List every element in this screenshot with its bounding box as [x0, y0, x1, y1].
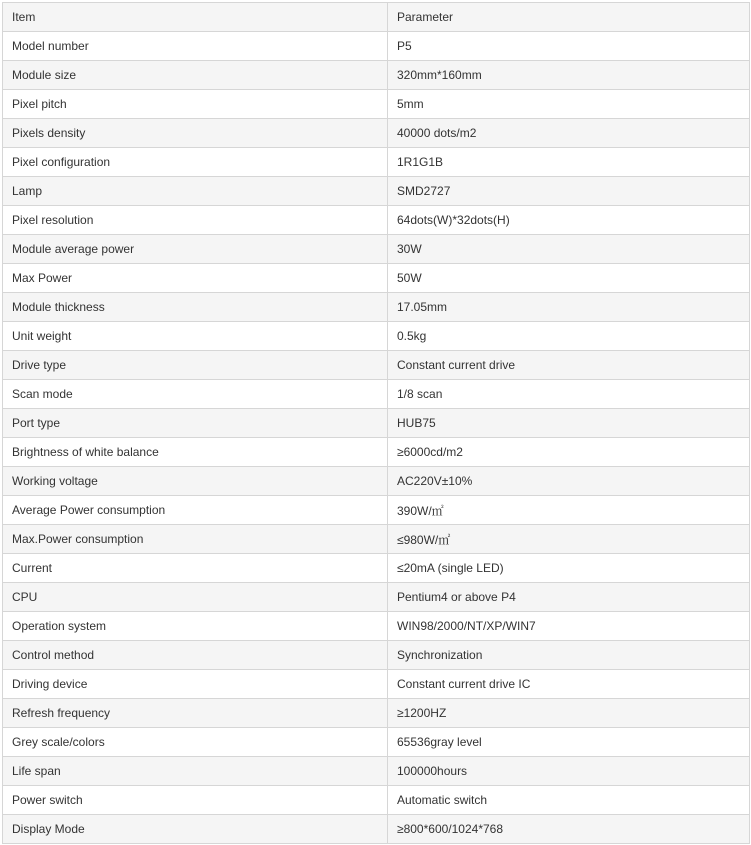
- table-row: [3, 3, 750, 32]
- parameter-cell: P5: [388, 32, 750, 61]
- item-cell: Pixel configuration: [3, 148, 388, 177]
- item-cell: Pixel resolution: [3, 206, 388, 235]
- parameter-cell: 65536gray level: [388, 728, 750, 757]
- item-cell: Module average power: [3, 235, 388, 264]
- item-cell: Display Mode: [3, 815, 388, 844]
- parameter-cell: 40000 dots/m2: [388, 119, 750, 148]
- item-cell: Power switch: [3, 786, 388, 815]
- table-row: [3, 670, 750, 699]
- item-cell: Driving device: [3, 670, 388, 699]
- item-cell: Module thickness: [3, 293, 388, 322]
- parameter-cell: SMD2727: [388, 177, 750, 206]
- parameter-cell: 320mm*160mm: [388, 61, 750, 90]
- table-row: [3, 438, 750, 467]
- parameter-cell: Pentium4 or above P4: [388, 583, 750, 612]
- spec-table: [2, 2, 750, 844]
- table-row: [3, 32, 750, 61]
- parameter-cell: 1/8 scan: [388, 380, 750, 409]
- parameter-cell: 17.05mm: [388, 293, 750, 322]
- parameter-cell: Constant current drive IC: [388, 670, 750, 699]
- parameter-cell: HUB75: [388, 409, 750, 438]
- item-cell: Max Power: [3, 264, 388, 293]
- parameter-cell: Automatic switch: [388, 786, 750, 815]
- item-cell: Life span: [3, 757, 388, 786]
- parameter-cell: 390W/㎡: [388, 496, 750, 525]
- table-row: [3, 583, 750, 612]
- table-row: [3, 699, 750, 728]
- parameter-cell: ≤20mA (single LED): [388, 554, 750, 583]
- item-cell: Drive type: [3, 351, 388, 380]
- parameter-cell: 0.5kg: [388, 322, 750, 351]
- parameter-cell: 100000hours: [388, 757, 750, 786]
- item-cell: Control method: [3, 641, 388, 670]
- table-row: [3, 496, 750, 525]
- table-row: [3, 206, 750, 235]
- table-row: [3, 322, 750, 351]
- table-row: [3, 235, 750, 264]
- parameter-cell: 50W: [388, 264, 750, 293]
- item-cell: Grey scale/colors: [3, 728, 388, 757]
- parameter-cell: 30W: [388, 235, 750, 264]
- parameter-cell: WIN98/2000/NT/XP/WIN7: [388, 612, 750, 641]
- item-cell: Pixels density: [3, 119, 388, 148]
- table-row: [3, 90, 750, 119]
- table-row: [3, 815, 750, 844]
- parameter-cell: ≥1200HZ: [388, 699, 750, 728]
- table-row: [3, 177, 750, 206]
- parameter-cell: AC220V±10%: [388, 467, 750, 496]
- table-row: [3, 119, 750, 148]
- parameter-cell: ≤980W/㎡: [388, 525, 750, 554]
- item-cell: Scan mode: [3, 380, 388, 409]
- parameter-cell: 64dots(W)*32dots(H): [388, 206, 750, 235]
- item-cell: Current: [3, 554, 388, 583]
- table-row: [3, 148, 750, 177]
- item-cell: Operation system: [3, 612, 388, 641]
- table-row: [3, 757, 750, 786]
- table-row: [3, 728, 750, 757]
- parameter-cell: 5mm: [388, 90, 750, 119]
- item-cell: Unit weight: [3, 322, 388, 351]
- parameter-cell: Synchronization: [388, 641, 750, 670]
- item-cell: Brightness of white balance: [3, 438, 388, 467]
- table-row: [3, 786, 750, 815]
- item-cell: Model number: [3, 32, 388, 61]
- parameter-cell: ≥800*600/1024*768: [388, 815, 750, 844]
- item-cell: Module size: [3, 61, 388, 90]
- table-row: [3, 351, 750, 380]
- table-row: [3, 61, 750, 90]
- table-row: [3, 467, 750, 496]
- table-row: [3, 409, 750, 438]
- item-cell: Refresh frequency: [3, 699, 388, 728]
- table-row: [3, 525, 750, 554]
- table-row: [3, 641, 750, 670]
- item-cell: Max.Power consumption: [3, 525, 388, 554]
- parameter-cell: ≥6000cd/m2: [388, 438, 750, 467]
- table-row: [3, 612, 750, 641]
- item-cell: Pixel pitch: [3, 90, 388, 119]
- spec-table-body: [3, 3, 750, 844]
- item-cell: Lamp: [3, 177, 388, 206]
- table-row: [3, 380, 750, 409]
- table-row: [3, 264, 750, 293]
- item-cell: CPU: [3, 583, 388, 612]
- table-row: [3, 554, 750, 583]
- item-cell: Item: [3, 3, 388, 32]
- parameter-cell: Parameter: [388, 3, 750, 32]
- parameter-cell: Constant current drive: [388, 351, 750, 380]
- item-cell: Average Power consumption: [3, 496, 388, 525]
- item-cell: Working voltage: [3, 467, 388, 496]
- item-cell: Port type: [3, 409, 388, 438]
- table-row: [3, 293, 750, 322]
- parameter-cell: 1R1G1B: [388, 148, 750, 177]
